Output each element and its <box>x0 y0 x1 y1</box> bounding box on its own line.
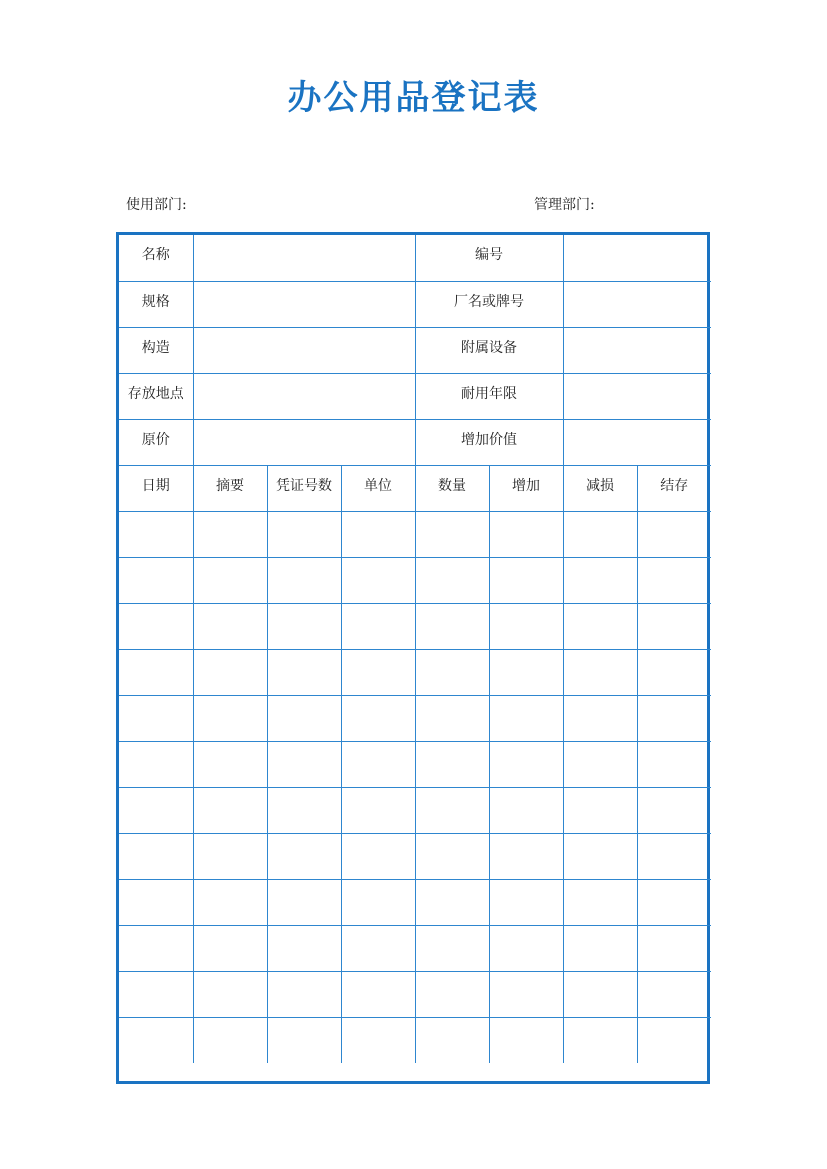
info-row-name <box>119 235 711 281</box>
value-location[interactable] <box>193 373 415 419</box>
table-row <box>119 925 711 971</box>
table-row <box>119 1017 711 1063</box>
ledger-cell[interactable] <box>193 511 267 557</box>
value-added-value[interactable] <box>563 419 711 465</box>
ledger-cell[interactable] <box>267 971 341 1017</box>
ledger-cell[interactable] <box>193 557 267 603</box>
ledger-cell[interactable] <box>119 925 193 971</box>
ledger-cell[interactable] <box>489 879 563 925</box>
registration-table <box>119 235 711 1063</box>
ledger-cell[interactable] <box>415 787 489 833</box>
column-header-voucher-number: 凭证号数 <box>267 465 341 511</box>
column-header-unit: 单位 <box>341 465 415 511</box>
ledger-cell[interactable] <box>119 1017 193 1063</box>
ledger-cell[interactable] <box>193 833 267 879</box>
ledger-cell[interactable] <box>415 557 489 603</box>
table-row <box>119 511 711 557</box>
ledger-cell[interactable] <box>489 971 563 1017</box>
ledger-cell[interactable] <box>489 925 563 971</box>
ledger-cell[interactable] <box>415 833 489 879</box>
ledger-cell[interactable] <box>637 1017 711 1063</box>
info-row-price <box>119 419 711 465</box>
ledger-cell[interactable] <box>563 925 637 971</box>
ledger-cell[interactable] <box>341 511 415 557</box>
ledger-cell[interactable] <box>489 603 563 649</box>
ledger-cell[interactable] <box>341 741 415 787</box>
ledger-cell[interactable] <box>563 1017 637 1063</box>
ledger-cell[interactable] <box>415 695 489 741</box>
ledger-cell[interactable] <box>193 695 267 741</box>
ledger-cell[interactable] <box>415 511 489 557</box>
ledger-cell[interactable] <box>637 971 711 1017</box>
ledger-cell[interactable] <box>193 879 267 925</box>
label-maker: 厂名或牌号 <box>415 281 563 327</box>
value-accessories[interactable] <box>563 327 711 373</box>
ledger-cell[interactable] <box>267 741 341 787</box>
value-name[interactable] <box>193 235 415 281</box>
ledger-cell[interactable] <box>563 511 637 557</box>
ledger-cell[interactable] <box>341 557 415 603</box>
ledger-cell[interactable] <box>119 557 193 603</box>
ledger-cell[interactable] <box>267 925 341 971</box>
ledger-cell[interactable] <box>563 833 637 879</box>
ledger-cell[interactable] <box>489 787 563 833</box>
ledger-cell[interactable] <box>415 603 489 649</box>
label-name: 名称 <box>119 235 193 281</box>
info-row-spec <box>119 281 711 327</box>
ledger-cell[interactable] <box>489 511 563 557</box>
ledger-cell[interactable] <box>489 1017 563 1063</box>
value-spec[interactable] <box>193 281 415 327</box>
ledger-cell[interactable] <box>193 1017 267 1063</box>
ledger-cell[interactable] <box>563 695 637 741</box>
ledger-cell[interactable] <box>267 695 341 741</box>
ledger-cell[interactable] <box>267 879 341 925</box>
ledger-cell[interactable] <box>489 741 563 787</box>
ledger-cell[interactable] <box>563 741 637 787</box>
ledger-cell[interactable] <box>193 787 267 833</box>
label-structure: 构造 <box>119 327 193 373</box>
ledger-cell[interactable] <box>637 511 711 557</box>
ledger-cell[interactable] <box>563 557 637 603</box>
value-number[interactable] <box>563 235 711 281</box>
ledger-cell[interactable] <box>267 511 341 557</box>
ledger-cell[interactable] <box>119 787 193 833</box>
label-added-value: 增加价值 <box>415 419 563 465</box>
table-row <box>119 787 711 833</box>
label-number: 编号 <box>415 235 563 281</box>
ledger-cell[interactable] <box>267 649 341 695</box>
column-header-summary: 摘要 <box>193 465 267 511</box>
ledger-cell[interactable] <box>489 833 563 879</box>
ledger-cell[interactable] <box>193 741 267 787</box>
ledger-cell[interactable] <box>193 971 267 1017</box>
ledger-cell[interactable] <box>637 695 711 741</box>
ledger-cell[interactable] <box>119 879 193 925</box>
label-spec: 规格 <box>119 281 193 327</box>
ledger-cell[interactable] <box>637 879 711 925</box>
ledger-cell[interactable] <box>341 833 415 879</box>
value-original-price[interactable] <box>193 419 415 465</box>
info-row-location <box>119 373 711 419</box>
ledger-cell[interactable] <box>341 971 415 1017</box>
table-row <box>119 649 711 695</box>
ledger-cell[interactable] <box>119 649 193 695</box>
ledger-cell[interactable] <box>489 557 563 603</box>
ledger-cell[interactable] <box>415 741 489 787</box>
ledger-cell[interactable] <box>489 695 563 741</box>
column-header-increase: 增加 <box>489 465 563 511</box>
table-row <box>119 603 711 649</box>
info-row-structure <box>119 327 711 373</box>
ledger-cell[interactable] <box>341 649 415 695</box>
ledger-cell[interactable] <box>193 603 267 649</box>
column-header-date: 日期 <box>119 465 193 511</box>
column-header-decrease: 减损 <box>563 465 637 511</box>
ledger-cell[interactable] <box>415 1017 489 1063</box>
ledger-cell[interactable] <box>415 971 489 1017</box>
table-row <box>119 695 711 741</box>
label-original-price: 原价 <box>119 419 193 465</box>
label-location: 存放地点 <box>119 373 193 419</box>
ledger-cell[interactable] <box>267 1017 341 1063</box>
ledger-cell[interactable] <box>637 925 711 971</box>
ledger-cell[interactable] <box>637 557 711 603</box>
ledger-header-row <box>119 465 711 511</box>
value-lifespan[interactable] <box>563 373 711 419</box>
ledger-cell[interactable] <box>637 649 711 695</box>
column-header-balance: 结存 <box>637 465 711 511</box>
ledger-cell[interactable] <box>637 833 711 879</box>
ledger-cell[interactable] <box>489 649 563 695</box>
ledger-cell[interactable] <box>119 741 193 787</box>
ledger-cell[interactable] <box>415 649 489 695</box>
value-structure[interactable] <box>193 327 415 373</box>
ledger-cell[interactable] <box>193 649 267 695</box>
ledger-cell[interactable] <box>637 787 711 833</box>
ledger-cell[interactable] <box>637 741 711 787</box>
ledger-cell[interactable] <box>415 879 489 925</box>
table-row <box>119 833 711 879</box>
label-lifespan: 耐用年限 <box>415 373 563 419</box>
ledger-cell[interactable] <box>341 603 415 649</box>
ledger-cell[interactable] <box>119 695 193 741</box>
ledger-cell[interactable] <box>341 925 415 971</box>
ledger-cell[interactable] <box>267 603 341 649</box>
ledger-cell[interactable] <box>563 971 637 1017</box>
label-accessories: 附属设备 <box>415 327 563 373</box>
ledger-cell[interactable] <box>119 603 193 649</box>
ledger-cell[interactable] <box>193 925 267 971</box>
registration-sheet <box>116 232 710 1084</box>
ledger-cell[interactable] <box>563 787 637 833</box>
ledger-cell[interactable] <box>341 695 415 741</box>
form-title: 办公用品登记表 <box>287 78 540 118</box>
value-maker[interactable] <box>563 281 711 327</box>
ledger-cell[interactable] <box>119 971 193 1017</box>
ledger-cell[interactable] <box>637 603 711 649</box>
ledger-cell[interactable] <box>563 649 637 695</box>
ledger-cell[interactable] <box>267 557 341 603</box>
ledger-cell[interactable] <box>267 833 341 879</box>
ledger-cell[interactable] <box>563 879 637 925</box>
ledger-cell[interactable] <box>119 511 193 557</box>
ledger-cell[interactable] <box>267 787 341 833</box>
ledger-cell[interactable] <box>119 833 193 879</box>
use-dept-label: 使用部门: <box>126 197 187 213</box>
manage-dept-label: 管理部门: <box>534 197 595 213</box>
ledger-cell[interactable] <box>415 925 489 971</box>
table-row <box>119 879 711 925</box>
table-row <box>119 741 711 787</box>
ledger-cell[interactable] <box>341 1017 415 1063</box>
table-row <box>119 971 711 1017</box>
table-row <box>119 557 711 603</box>
ledger-cell[interactable] <box>341 879 415 925</box>
ledger-cell[interactable] <box>341 787 415 833</box>
ledger-cell[interactable] <box>563 603 637 649</box>
column-header-quantity: 数量 <box>415 465 489 511</box>
